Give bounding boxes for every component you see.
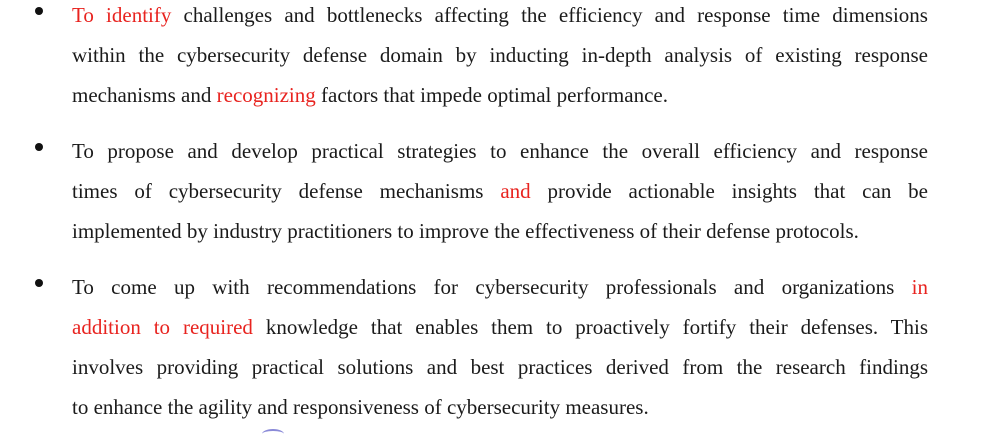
text-segment: provide actionable insights that can be bbox=[530, 179, 928, 203]
text-line bbox=[72, 268, 928, 306]
text-line bbox=[72, 388, 928, 426]
text-segment: mechanisms and bbox=[72, 83, 217, 107]
text-line bbox=[72, 0, 928, 34]
text-segment: times of cybersecurity defense mechanisms bbox=[72, 179, 501, 203]
text-segment: factors that impede optimal performance. bbox=[315, 83, 668, 107]
text-segment-highlighted: addition to required bbox=[72, 315, 253, 339]
bullet-dot-icon bbox=[35, 279, 43, 287]
text-line bbox=[72, 132, 928, 170]
bullet-item-recommendations bbox=[72, 268, 928, 426]
text-line bbox=[72, 36, 928, 74]
text-line bbox=[72, 212, 928, 250]
text-line bbox=[72, 76, 928, 114]
bullet-item-propose bbox=[72, 132, 928, 250]
text-segment-highlighted: and bbox=[500, 179, 531, 203]
bullet-dot-icon bbox=[35, 143, 43, 151]
text-segment: challenges and bottlenecks affecting the efficiency and response time dimensions bbox=[171, 3, 928, 27]
text-segment: knowledge that enables them to proactively fortify their defenses. This bbox=[252, 315, 928, 339]
text-line bbox=[72, 308, 928, 346]
text-segment: To come up with recommendations for cybersecurity professionals and organizations bbox=[72, 275, 912, 299]
text-segment: implemented by industry practitioners to improve the effectiveness of their defense protocols. bbox=[72, 219, 859, 243]
text-segment: to enhance the agility and responsiveness of cybersecurity measures. bbox=[72, 395, 649, 419]
text-segment: within the cybersecurity defense domain by inducting in-depth analysis of existing response bbox=[72, 43, 928, 67]
bullet-dot-icon bbox=[35, 7, 43, 15]
bullet-item-identify bbox=[72, 0, 928, 114]
text-line bbox=[72, 172, 928, 210]
text-segment: To propose and develop practical strategies to enhance the overall efficiency and response bbox=[72, 139, 928, 163]
text-segment-highlighted: To identify bbox=[72, 3, 172, 27]
text-segment-highlighted: recognizing bbox=[216, 83, 316, 107]
text-line bbox=[72, 348, 928, 386]
text-segment: involves providing practical solutions and best practices derived from the research findings bbox=[72, 355, 928, 379]
partial-underline-mark bbox=[262, 429, 284, 435]
text-segment-highlighted: in bbox=[911, 275, 928, 299]
